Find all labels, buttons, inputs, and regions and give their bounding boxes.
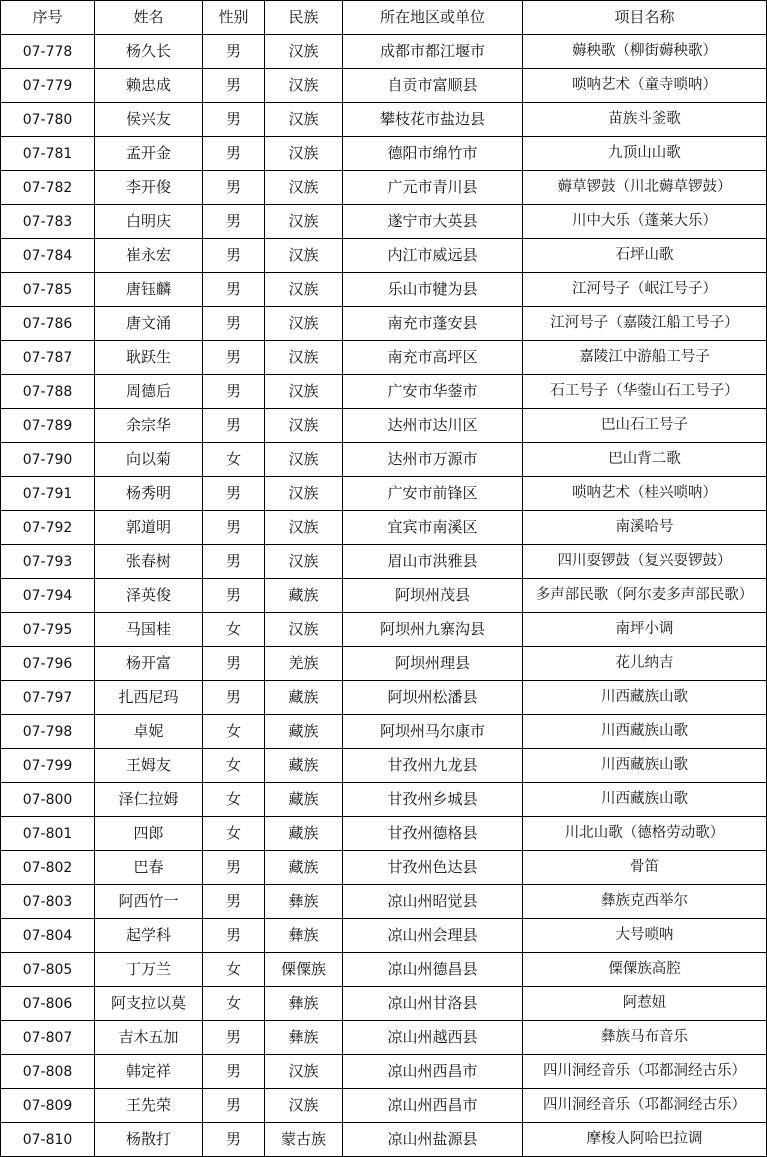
table-row (1, 783, 767, 817)
cell-gender: 女 (203, 783, 265, 817)
cell-region: 广安市华蓥市 (343, 375, 523, 409)
cell-region: 自贡市富顺县 (343, 69, 523, 103)
cell-gender: 男 (203, 579, 265, 613)
cell-id: 07-785 (1, 273, 95, 307)
cell-ethnicity: 彝族 (265, 1021, 343, 1055)
cell-name: 丁万兰 (95, 953, 203, 987)
cell-gender: 男 (203, 103, 265, 137)
cell-name: 韩定祥 (95, 1055, 203, 1089)
cell-project: 南溪哈号 (523, 511, 767, 545)
table-row (1, 137, 767, 171)
cell-name: 耿跃生 (95, 341, 203, 375)
cell-region: 阿坝州松潘县 (343, 681, 523, 715)
cell-gender: 男 (203, 409, 265, 443)
table-row (1, 1055, 767, 1089)
cell-ethnicity: 汉族 (265, 443, 343, 477)
cell-project: 摩梭人阿哈巴拉调 (523, 1123, 767, 1157)
cell-name: 周德后 (95, 375, 203, 409)
cell-project: 骨笛 (523, 851, 767, 885)
table-row (1, 171, 767, 205)
cell-region: 甘孜州九龙县 (343, 749, 523, 783)
cell-project: 四川洞经音乐（邛都洞经古乐） (523, 1089, 767, 1123)
cell-id: 07-807 (1, 1021, 95, 1055)
cell-ethnicity: 汉族 (265, 171, 343, 205)
cell-name: 白明庆 (95, 205, 203, 239)
cell-region: 甘孜州德格县 (343, 817, 523, 851)
cell-ethnicity: 汉族 (265, 477, 343, 511)
cell-region: 阿坝州理县 (343, 647, 523, 681)
table-row (1, 851, 767, 885)
cell-id: 07-810 (1, 1123, 95, 1157)
cell-project: 川中大乐（蓬莱大乐） (523, 205, 767, 239)
cell-region: 凉山州德昌县 (343, 953, 523, 987)
cell-id: 07-801 (1, 817, 95, 851)
cell-name: 阿支拉以莫 (95, 987, 203, 1021)
cell-id: 07-784 (1, 239, 95, 273)
cell-ethnicity: 汉族 (265, 409, 343, 443)
cell-id: 07-808 (1, 1055, 95, 1089)
cell-gender: 男 (203, 171, 265, 205)
cell-region: 凉山州越西县 (343, 1021, 523, 1055)
cell-gender: 男 (203, 35, 265, 69)
cell-gender: 男 (203, 273, 265, 307)
table-row (1, 409, 767, 443)
cell-ethnicity: 汉族 (265, 103, 343, 137)
cell-project: 石坪山歌 (523, 239, 767, 273)
cell-id: 07-792 (1, 511, 95, 545)
cell-name: 张春树 (95, 545, 203, 579)
table-row (1, 749, 767, 783)
cell-region: 内江市威远县 (343, 239, 523, 273)
cell-project: 薅草锣鼓（川北薅草锣鼓） (523, 171, 767, 205)
table-row (1, 681, 767, 715)
cell-id: 07-780 (1, 103, 95, 137)
cell-project: 多声部民歌（阿尔麦多声部民歌） (523, 579, 767, 613)
cell-region: 德阳市绵竹市 (343, 137, 523, 171)
cell-region: 阿坝州茂县 (343, 579, 523, 613)
cell-name: 马国桂 (95, 613, 203, 647)
cell-ethnicity: 彝族 (265, 987, 343, 1021)
cell-ethnicity: 汉族 (265, 35, 343, 69)
cell-region: 宜宾市南溪区 (343, 511, 523, 545)
cell-project: 傈僳族高腔 (523, 953, 767, 987)
cell-id: 07-795 (1, 613, 95, 647)
cell-name: 起学科 (95, 919, 203, 953)
table-row (1, 1021, 767, 1055)
table-row (1, 511, 767, 545)
cell-project: 花儿纳吉 (523, 647, 767, 681)
cell-region: 南充市蓬安县 (343, 307, 523, 341)
cell-id: 07-790 (1, 443, 95, 477)
cell-id: 07-796 (1, 647, 95, 681)
cell-ethnicity: 彝族 (265, 885, 343, 919)
cell-region: 眉山市洪雅县 (343, 545, 523, 579)
table-row (1, 953, 767, 987)
cell-id: 07-800 (1, 783, 95, 817)
cell-ethnicity: 藏族 (265, 851, 343, 885)
table-row (1, 545, 767, 579)
cell-name: 四郎 (95, 817, 203, 851)
table-row (1, 817, 767, 851)
cell-ethnicity: 羌族 (265, 647, 343, 681)
cell-name: 王先荣 (95, 1089, 203, 1123)
cell-gender: 男 (203, 137, 265, 171)
table-row (1, 375, 767, 409)
cell-id: 07-806 (1, 987, 95, 1021)
cell-gender: 女 (203, 715, 265, 749)
cell-gender: 男 (203, 511, 265, 545)
cell-project: 大号唢呐 (523, 919, 767, 953)
cell-gender: 男 (203, 647, 265, 681)
cell-gender: 男 (203, 477, 265, 511)
cell-name: 向以菊 (95, 443, 203, 477)
cell-id: 07-798 (1, 715, 95, 749)
cell-name: 李开俊 (95, 171, 203, 205)
cell-project: 嘉陵江中游船工号子 (523, 341, 767, 375)
cell-id: 07-793 (1, 545, 95, 579)
table-row (1, 647, 767, 681)
cell-region: 达州市达川区 (343, 409, 523, 443)
cell-id: 07-791 (1, 477, 95, 511)
table-row (1, 715, 767, 749)
cell-id: 07-787 (1, 341, 95, 375)
cell-id: 07-802 (1, 851, 95, 885)
table-row (1, 613, 767, 647)
header-gender: 性别 (203, 1, 265, 35)
cell-project: 四川耍锣鼓（复兴耍锣鼓） (523, 545, 767, 579)
cell-name: 杨散打 (95, 1123, 203, 1157)
cell-ethnicity: 汉族 (265, 205, 343, 239)
cell-region: 遂宁市大英县 (343, 205, 523, 239)
cell-region: 乐山市犍为县 (343, 273, 523, 307)
cell-name: 阿西竹一 (95, 885, 203, 919)
cell-region: 凉山州甘洛县 (343, 987, 523, 1021)
cell-project: 江河号子（岷江号子） (523, 273, 767, 307)
cell-name: 杨开富 (95, 647, 203, 681)
table-row (1, 919, 767, 953)
cell-project: 南坪小调 (523, 613, 767, 647)
table-row (1, 341, 767, 375)
cell-project: 川西藏族山歌 (523, 681, 767, 715)
table-row (1, 477, 767, 511)
cell-gender: 男 (203, 681, 265, 715)
cell-name: 泽英俊 (95, 579, 203, 613)
cell-gender: 女 (203, 817, 265, 851)
cell-region: 南充市高坪区 (343, 341, 523, 375)
cell-name: 王姆友 (95, 749, 203, 783)
cell-id: 07-783 (1, 205, 95, 239)
cell-name: 赖忠成 (95, 69, 203, 103)
cell-ethnicity: 汉族 (265, 613, 343, 647)
cell-project: 巴山石工号子 (523, 409, 767, 443)
cell-project: 川西藏族山歌 (523, 783, 767, 817)
cell-region: 凉山州西昌市 (343, 1055, 523, 1089)
cell-project: 四川洞经音乐（邛都洞经古乐） (523, 1055, 767, 1089)
table-row (1, 307, 767, 341)
cell-gender: 女 (203, 443, 265, 477)
cell-gender: 男 (203, 375, 265, 409)
cell-name: 扎西尼玛 (95, 681, 203, 715)
cell-project: 苗族斗釜歌 (523, 103, 767, 137)
table-row (1, 885, 767, 919)
cell-gender: 女 (203, 613, 265, 647)
cell-project: 唢呐艺术（桂兴唢呐） (523, 477, 767, 511)
table-row (1, 35, 767, 69)
cell-ethnicity: 汉族 (265, 69, 343, 103)
cell-region: 甘孜州色达县 (343, 851, 523, 885)
table-row (1, 443, 767, 477)
cell-ethnicity: 汉族 (265, 137, 343, 171)
cell-name: 崔永宏 (95, 239, 203, 273)
cell-name: 吉木五加 (95, 1021, 203, 1055)
cell-region: 凉山州昭觉县 (343, 885, 523, 919)
cell-ethnicity: 藏族 (265, 749, 343, 783)
cell-region: 凉山州西昌市 (343, 1089, 523, 1123)
cell-project: 川北山歌（德格劳动歌） (523, 817, 767, 851)
cell-ethnicity: 汉族 (265, 511, 343, 545)
cell-ethnicity: 汉族 (265, 375, 343, 409)
cell-name: 泽仁拉姆 (95, 783, 203, 817)
header-name: 姓名 (95, 1, 203, 35)
cell-ethnicity: 藏族 (265, 681, 343, 715)
cell-project: 薅秧歌（柳街薅秧歌） (523, 35, 767, 69)
cell-gender: 男 (203, 307, 265, 341)
table-row (1, 239, 767, 273)
cell-id: 07-794 (1, 579, 95, 613)
header-ethnicity: 民族 (265, 1, 343, 35)
table-row (1, 273, 767, 307)
cell-region: 广安市前锋区 (343, 477, 523, 511)
cell-name: 孟开金 (95, 137, 203, 171)
table-row (1, 987, 767, 1021)
cell-name: 卓妮 (95, 715, 203, 749)
cell-gender: 男 (203, 1123, 265, 1157)
cell-id: 07-782 (1, 171, 95, 205)
cell-gender: 男 (203, 851, 265, 885)
cell-ethnicity: 汉族 (265, 273, 343, 307)
cell-ethnicity: 汉族 (265, 239, 343, 273)
cell-name: 杨久长 (95, 35, 203, 69)
cell-name: 杨秀明 (95, 477, 203, 511)
cell-project: 彝族克西举尔 (523, 885, 767, 919)
cell-ethnicity: 汉族 (265, 545, 343, 579)
cell-name: 唐钰麟 (95, 273, 203, 307)
cell-id: 07-797 (1, 681, 95, 715)
cell-id: 07-788 (1, 375, 95, 409)
cell-gender: 女 (203, 953, 265, 987)
cell-gender: 男 (203, 69, 265, 103)
cell-project: 巴山背二歌 (523, 443, 767, 477)
cell-id: 07-804 (1, 919, 95, 953)
cell-ethnicity: 蒙古族 (265, 1123, 343, 1157)
cell-ethnicity: 汉族 (265, 307, 343, 341)
cell-name: 唐文涌 (95, 307, 203, 341)
cell-id: 07-781 (1, 137, 95, 171)
cell-region: 甘孜州乡城县 (343, 783, 523, 817)
cell-project: 唢呐艺术（童寺唢呐） (523, 69, 767, 103)
cell-ethnicity: 傈僳族 (265, 953, 343, 987)
header-project: 项目名称 (523, 1, 767, 35)
cell-gender: 女 (203, 987, 265, 1021)
cell-project: 彝族马布音乐 (523, 1021, 767, 1055)
cell-gender: 女 (203, 749, 265, 783)
cell-name: 侯兴友 (95, 103, 203, 137)
cell-gender: 男 (203, 205, 265, 239)
cell-region: 广元市青川县 (343, 171, 523, 205)
cell-id: 07-789 (1, 409, 95, 443)
cell-name: 巴春 (95, 851, 203, 885)
cell-region: 成都市都江堰市 (343, 35, 523, 69)
cell-name: 郭道明 (95, 511, 203, 545)
cell-ethnicity: 藏族 (265, 715, 343, 749)
cell-project: 石工号子（华蓥山石工号子） (523, 375, 767, 409)
cell-id: 07-803 (1, 885, 95, 919)
cell-region: 阿坝州九寨沟县 (343, 613, 523, 647)
table-row (1, 1089, 767, 1123)
cell-ethnicity: 汉族 (265, 1089, 343, 1123)
cell-gender: 男 (203, 919, 265, 953)
cell-gender: 男 (203, 545, 265, 579)
cell-ethnicity: 藏族 (265, 817, 343, 851)
cell-id: 07-805 (1, 953, 95, 987)
cell-region: 达州市万源市 (343, 443, 523, 477)
table-row (1, 579, 767, 613)
cell-project: 川西藏族山歌 (523, 715, 767, 749)
table-row (1, 69, 767, 103)
table-row (1, 205, 767, 239)
cell-ethnicity: 汉族 (265, 1055, 343, 1089)
table-row (1, 1123, 767, 1157)
cell-id: 07-799 (1, 749, 95, 783)
cell-ethnicity: 藏族 (265, 783, 343, 817)
cell-project: 阿惹妞 (523, 987, 767, 1021)
header-region: 所在地区或单位 (343, 1, 523, 35)
cell-region: 凉山州会理县 (343, 919, 523, 953)
cell-gender: 男 (203, 1089, 265, 1123)
cell-ethnicity: 汉族 (265, 341, 343, 375)
cell-ethnicity: 彝族 (265, 919, 343, 953)
cell-region: 攀枝花市盐边县 (343, 103, 523, 137)
cell-region: 阿坝州马尔康市 (343, 715, 523, 749)
cell-project: 川西藏族山歌 (523, 749, 767, 783)
cell-id: 07-786 (1, 307, 95, 341)
header-row (1, 1, 767, 35)
cell-gender: 男 (203, 1021, 265, 1055)
cell-project: 九顶山山歌 (523, 137, 767, 171)
cell-project: 江河号子（嘉陵江船工号子） (523, 307, 767, 341)
table-row (1, 103, 767, 137)
cell-region: 凉山州盐源县 (343, 1123, 523, 1157)
cell-gender: 男 (203, 239, 265, 273)
cell-ethnicity: 藏族 (265, 579, 343, 613)
cell-id: 07-809 (1, 1089, 95, 1123)
cell-gender: 男 (203, 885, 265, 919)
cell-gender: 男 (203, 1055, 265, 1089)
cell-name: 余宗华 (95, 409, 203, 443)
header-id: 序号 (1, 1, 95, 35)
cell-id: 07-778 (1, 35, 95, 69)
cell-id: 07-779 (1, 69, 95, 103)
cell-gender: 男 (203, 341, 265, 375)
